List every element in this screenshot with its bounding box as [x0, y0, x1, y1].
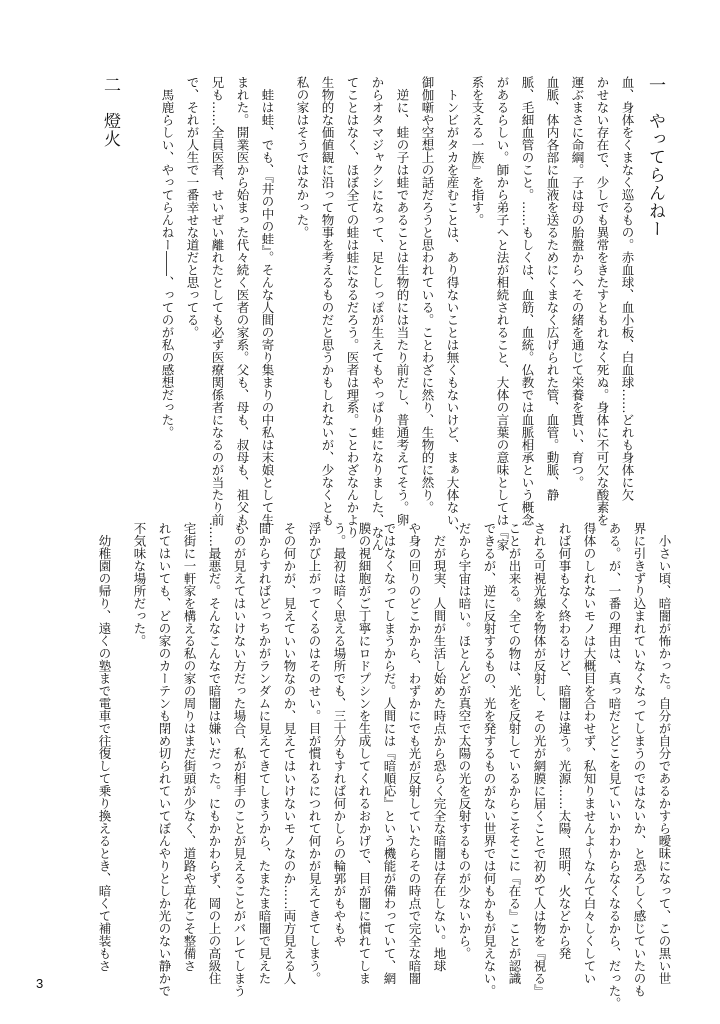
- text-line: があるらしい。師から弟子へと法が相続されること、大体の言葉の意味としては『家: [495, 76, 510, 551]
- text-line: 膜の視細胞がご丁寧にロドプシンを生成してくれるおかげで、目が闇に慣れてしま: [357, 522, 372, 985]
- text-line: ……最悪だ。そんなこんなで暗闇は嫌いだった。にもかかわらず、岡の上の高級住: [207, 522, 222, 985]
- text-line: 逆に、蛙の子は蛙であることは生物的には当たり前だし、普通考えてそう。卵: [395, 76, 410, 526]
- text-line: 幼稚園の帰り、遠くの塾まで電車で往復して乗り換えるとき、暗くて補装もさ: [97, 522, 112, 972]
- text-line: 御伽噺や空想上の話だろうと思われている。ことわざに然り、生物的に然り。: [420, 76, 435, 514]
- text-line: だから宇宙は暗い。ほとんどが真空で太陽の光を反射するものが少ないから。: [457, 522, 472, 960]
- chapter-title-1: 一 やってらんねー: [645, 76, 665, 238]
- text-line: 兄も……全員医者、せいぜい離れたとしても必ず医療関係者になるのが当たり前: [210, 76, 225, 526]
- text-line: できるが、逆に反射するもの、光を発するものがない世界では何もかもが見えない。: [482, 522, 497, 997]
- text-line: れてはいても、どの家のカーテンも閉め切られていてぼんやりとしか光のない静かで: [157, 522, 172, 997]
- text-line: トンビがタカを産むことは、あり得ないことは無くもないけど、まぁ大体ない、: [445, 76, 460, 539]
- text-line: 得体のしれないモノは大概目を合わせず、私知りませんよ～なんて白々しくしてい: [582, 522, 597, 985]
- page-number: 3: [36, 976, 44, 991]
- section-two: [92, 522, 677, 1010]
- text-line: れば何事もなく終わるけど、暗闇は違う。光源……太陽、照明、火などから発: [557, 522, 572, 960]
- text-line: まれた。開業医から始まった代々続く医者の家系。父も、母も、叔母も、祖父も、: [235, 76, 250, 539]
- text-line: 系を支える一族』を指す。: [470, 76, 485, 226]
- text-line: 運ぶまさに命綱。子は母の胎盤からへその緒を通じて栄養を貰い、育つ。: [570, 76, 585, 489]
- text-line: 生物的な価値観に沿って物事を考えるものだと思うかもしれないが、少なくとも: [320, 76, 335, 526]
- text-line: だが現実、人間が生活し始めた時点から恐らく完全な暗闇は存在しない。地球: [432, 522, 447, 972]
- text-line: からオタマジャクシになって、足としっぽが生えてもやっぱり蛙になりました、なん: [370, 76, 385, 551]
- text-line: 小さい頃、暗闇が怖かった。自分が自分であるかすら曖昧になって、この黒い世: [657, 522, 672, 985]
- text-line: 界に引きずり込まれていなくなってしまうのではないか、と恐ろしく感じていたのも: [632, 522, 647, 997]
- text-line: 脈、毛細血管のこと。……もしくは、血筋、血統。仏教では血脈相承という概念: [520, 76, 535, 526]
- text-line: や身の回りのどこかから、わずかにでも光が反射していたらその時点で完全な暗闇: [407, 522, 422, 985]
- text-line: かせない存在で、少しでも異常をきたすともれなく死ぬ。身体に不可欠な酸素を: [595, 76, 610, 526]
- text-line: その何かが、見えていい物なのか、見えてはいけないモノなのか……両方見える人: [282, 522, 297, 985]
- text-line: 私の家はそうではなかった。: [295, 76, 310, 239]
- text-line: てことはなく、ほぼ全ての蛙は蛙になるだろう。医者は理系。ことわざなんかより: [345, 76, 360, 539]
- text-line: 間からすればどっちかがランダムに見えてきてしまうから、たまたま暗闇で見えた: [257, 522, 272, 985]
- section-one: [95, 76, 670, 551]
- text-line: 馬鹿らしい、やってらんねー――、ってのが私の感想だった。: [160, 76, 175, 439]
- text-line: 宅街に一軒家を構える私の家の周りはまだ街頭が少なく、道路や草花こそ整備さ: [182, 522, 197, 972]
- chapter-title-2: 二 燈火: [100, 76, 120, 148]
- text-line: ことが出来る。全ての物は、光を反射しているからこそそこに『在る』ことが認識: [507, 522, 522, 985]
- text-line: ある。が、一番の理由は、真っ暗だとどこを見ていいかわからなくなるから、だった。: [607, 522, 622, 1010]
- text-line: 蛙は蛙、でも、『井の中の蛙』。そんな人間の寄り集まりの中私は末娘として生: [260, 76, 275, 526]
- text-line: 血、身体をくまなく巡るもの。赤血球、血小板、白血球……どれも身体に欠: [620, 76, 635, 501]
- text-line: 浮かび上がってくるのはそのせい。目が慣れるにつれて何かが見えてきてしまう。: [307, 522, 322, 985]
- text-line: ものが見えてはいけない方だった場合、私が相手のことが見えることがバレてしまう: [232, 522, 247, 997]
- text-line: う。最初は暗く思える場所でも、三十分もすれば何かしらの輪郭がもやもや: [332, 522, 347, 947]
- text-line: ではなくなってしまうからだ。人間には『暗順応』という機能が備わっていて、網: [382, 522, 397, 985]
- text-line: 血脈、体内各部に血液を送るためにくまなく広げられた管、血管。動脈、静: [545, 76, 560, 501]
- text-line: 不気味な場所だった。: [132, 522, 147, 647]
- text-line: で、それが人生で一番幸せな道だと思ってる。: [185, 76, 200, 339]
- text-line: される可視光線を物体が反射し、その光が網膜に届くことで初めて人は物を『視る』: [532, 522, 547, 997]
